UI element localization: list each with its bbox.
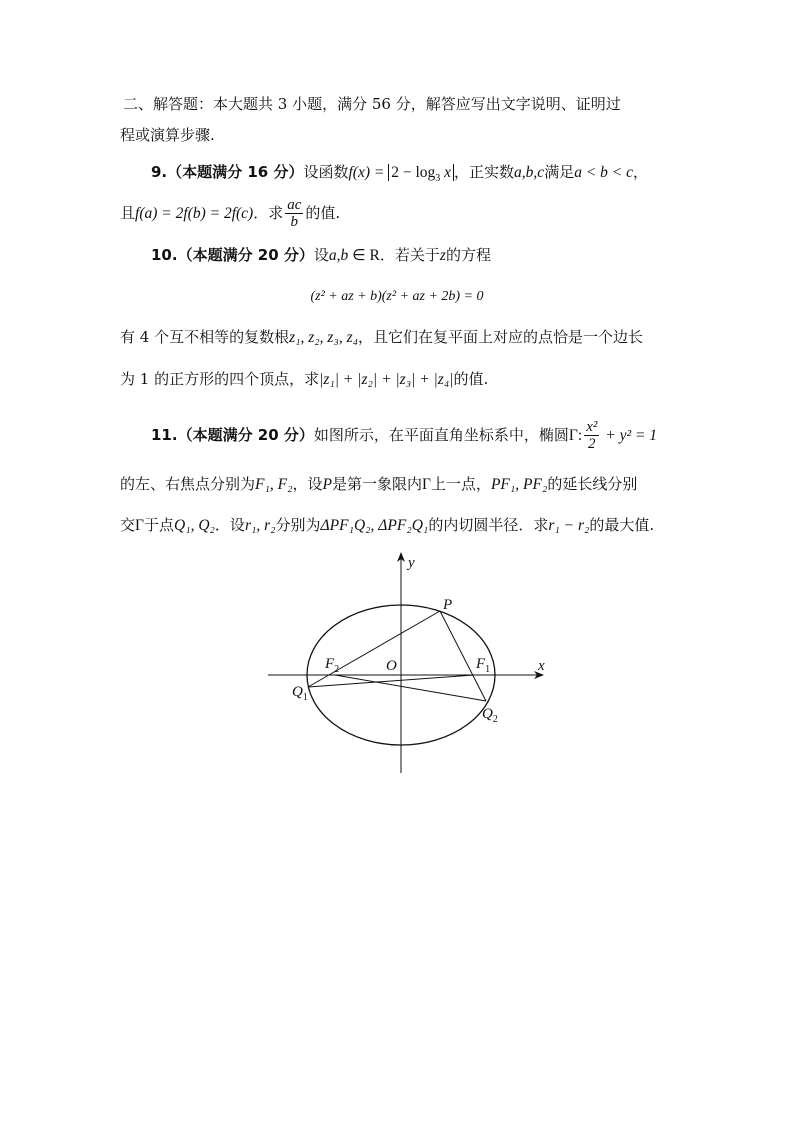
q11-diff: r₁ − r₂ <box>548 517 590 534</box>
label-q1-sub: 1 <box>302 692 308 703</box>
label-q1 <box>292 684 308 703</box>
label-f2-sub: 2 <box>334 664 340 675</box>
q11-p: P <box>322 476 332 493</box>
q10-text: 的值. <box>453 370 489 388</box>
q9-text: 满足 <box>544 163 575 181</box>
q11-lines: PF₁, PF₂ <box>490 476 548 493</box>
q11-text: 的内切圆半径．求 <box>428 516 549 534</box>
q11-text: 的最大值. <box>589 516 655 534</box>
q10-text: 的方程 <box>445 246 491 264</box>
q9-text: 设函数 <box>303 163 349 181</box>
label-p: P <box>443 597 453 613</box>
q9-frac-den: b <box>290 214 299 230</box>
q11-text: 分别为 <box>275 516 321 534</box>
q11-triangles: ΔPF₁Q₂, ΔPF₂Q₁ <box>320 517 429 534</box>
section-title: 二、解答题：本大题共 3 小题，满分 56 分，解答应写出文字说明、证明过 <box>123 95 621 113</box>
q11-label: 11.（本题满分 20 分） <box>151 426 314 444</box>
q9-text: 且 <box>120 204 136 222</box>
q10-text: 有 4 个互不相等的复数根 <box>120 328 290 346</box>
segment-p-q1 <box>308 611 440 687</box>
label-x: x <box>538 658 545 674</box>
q11-text: 如图所示，在平面直角坐标系中，椭圆 <box>313 426 569 444</box>
q10-text: ，且它们在复平面上对应的点恰是一个边长 <box>358 328 644 346</box>
label-f2 <box>324 656 339 675</box>
q10-sum-expression: |z₁| + |z₂| + |z₃| + |z₄| <box>319 371 454 388</box>
q9-vars: a,b,c <box>514 164 545 181</box>
q10-text: 设 <box>313 246 329 264</box>
q9-log-base: 3 <box>435 173 441 185</box>
q11-text: 是第一象限内 <box>331 475 422 493</box>
q11-foci: F₁, F₂ <box>255 476 293 493</box>
q11-text: 的左、右焦点分别为 <box>120 475 256 493</box>
q11-text: ．设 <box>214 516 245 534</box>
q10-ab: a,b <box>328 247 349 264</box>
q9-frac-num: ac <box>287 197 302 213</box>
section-title-cont: 程或演算步骤. <box>120 126 215 144</box>
label-q2-sub: 2 <box>492 714 498 725</box>
label-o: O <box>386 658 397 674</box>
q10-in-r: ∈ R <box>348 247 380 264</box>
q9-label: 9.（本题满分 16 分） <box>151 163 304 181</box>
q9-text: ，正实数 <box>454 163 515 181</box>
q9-inequality: a < b < c <box>574 164 634 181</box>
label-q2 <box>482 706 498 725</box>
q9-equation: f(a) = 2f(b) = 2f(c) <box>135 205 254 222</box>
label-f2-main: F <box>325 656 335 672</box>
q11-frac-num: x² <box>586 419 598 435</box>
q11-gamma: Γ <box>135 517 144 534</box>
q11-ellipse-rest: + y² = 1 <box>601 427 658 444</box>
q10-z: z <box>439 247 446 264</box>
label-f1 <box>475 656 490 675</box>
q9-text: 的值. <box>305 204 341 222</box>
q11-gamma: Γ: <box>568 427 583 444</box>
q10-text: 为 1 的正方形的四个顶点，求 <box>120 370 320 388</box>
q9-function: f(x) = <box>348 164 389 181</box>
q11-text: 交 <box>120 516 136 534</box>
q11-qs: Q₁, Q₂ <box>174 517 215 534</box>
q9-text: ， <box>633 163 649 181</box>
label-q2-main: Q <box>482 706 493 722</box>
q9-log-arg: x <box>440 164 452 181</box>
q10-text: ．若关于 <box>379 246 440 264</box>
q10-roots: z₁, z₂, z₃, z₄ <box>289 329 359 346</box>
q11-gamma: Γ <box>421 476 431 493</box>
q11-text: 的延长线分别 <box>547 475 638 493</box>
q9-text: ．求 <box>253 204 284 222</box>
segment-f2-q2 <box>335 675 486 701</box>
q10-label: 10.（本题满分 20 分） <box>151 246 314 264</box>
label-y: y <box>408 555 415 571</box>
q11-text: 于点 <box>143 516 174 534</box>
q10-equation-text: (z² + az + b)(z² + az + 2b) = 0 <box>310 289 484 304</box>
label-f1-sub: 1 <box>485 664 491 675</box>
q11-rs: r₁, r₂ <box>244 517 276 534</box>
q11-text: ，设 <box>292 475 323 493</box>
q11-frac-den: 2 <box>588 436 596 452</box>
label-f1-main: F <box>476 656 486 672</box>
q9-abs-text: 2 − log <box>391 164 436 181</box>
q11-text: 上一点， <box>430 475 491 493</box>
segment-q1-f1 <box>308 675 474 687</box>
label-q1-main: Q <box>292 684 303 700</box>
